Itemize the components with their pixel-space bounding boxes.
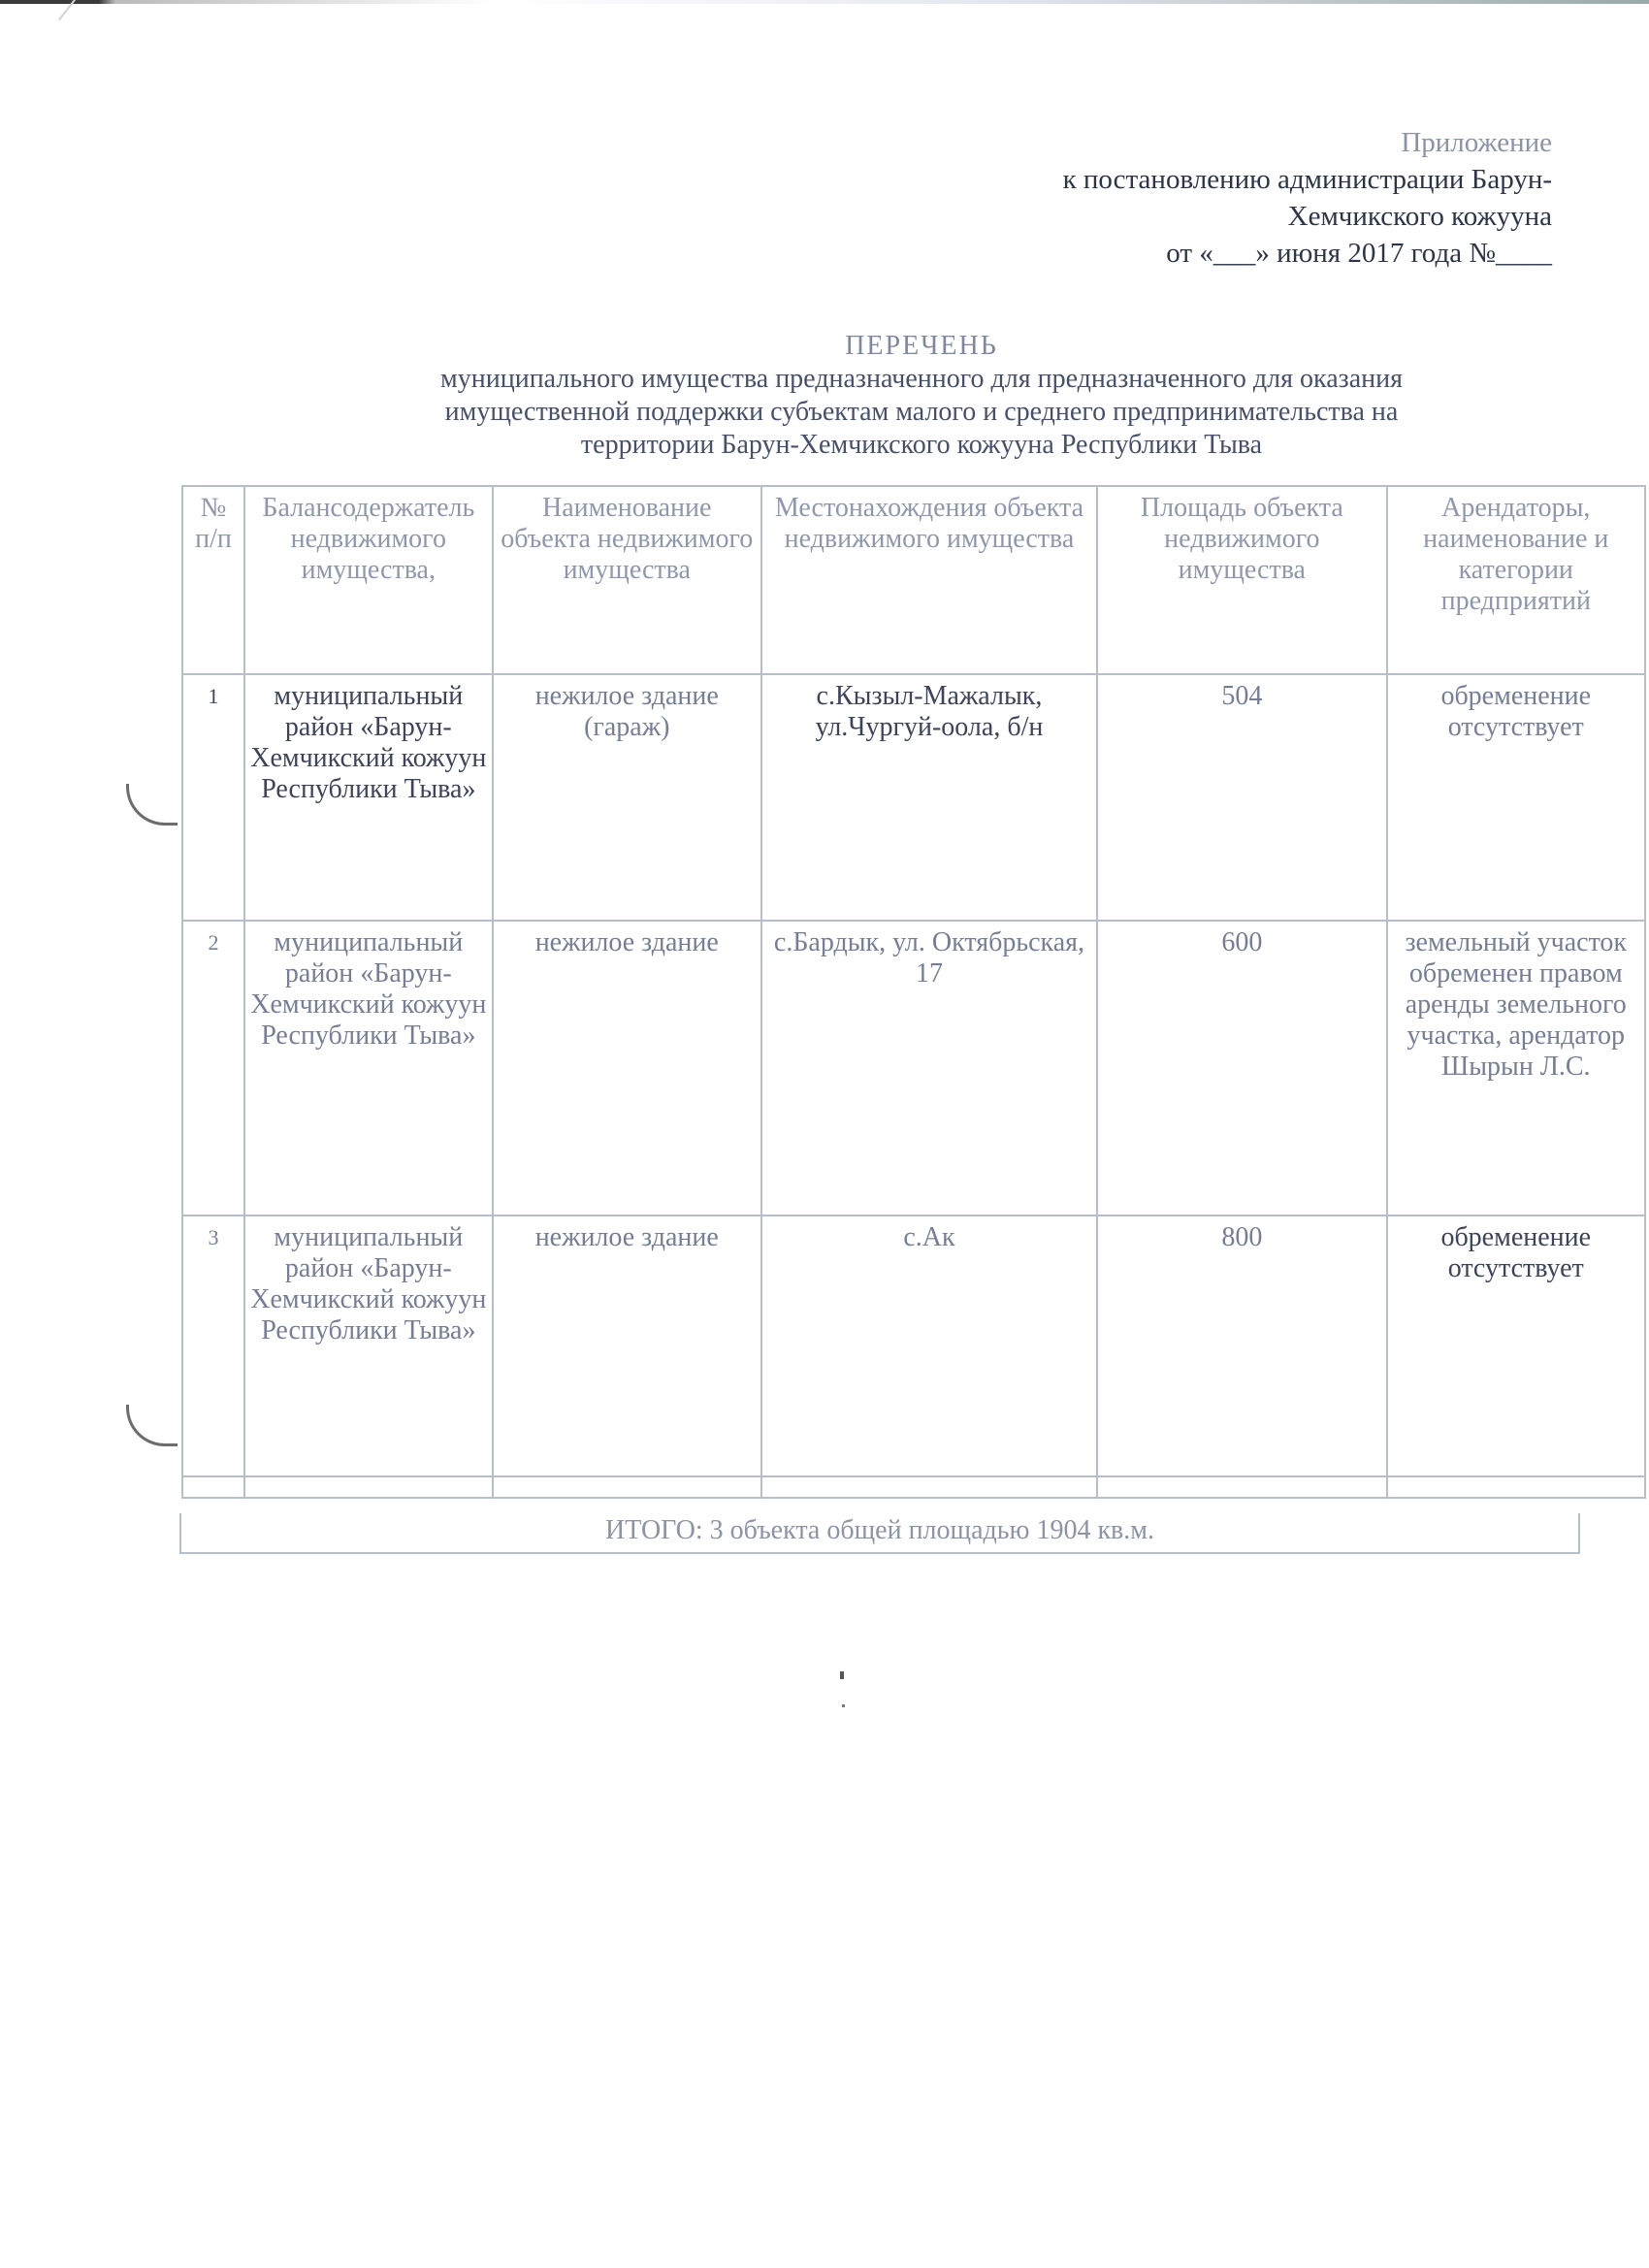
document-title: ПЕРЕЧЕНЬ [845,331,998,361]
heading-line: муниципального имущества предназначенного для предназначенного для оказания [440,364,1403,394]
table-row [182,674,1645,921]
row-tenant: обременение отсутствует [1387,674,1645,921]
document-heading [291,330,1552,462]
row-area: 504 [1097,674,1386,921]
header-cell-holder: Балансодержатель недвижимого имущества, [244,486,493,674]
scan-speck [842,1704,845,1707]
row-tenant: земельный участок обременен правом аренды земельного участка, арендатор Шырын Л.С. [1387,921,1645,1215]
appendix-line: Хемчикского кожууна [1287,201,1552,232]
row-area: 600 [1097,921,1386,1215]
spacer-cell [244,1476,493,1498]
header-cell-name: Наименование объекта недвижимого имущества [493,486,761,674]
row-location: с.Бардык, ул. Октябрьская, 17 [761,921,1097,1215]
row-tenant: обременение отсутствует [1387,1215,1645,1476]
table-spacer-row [182,1476,1645,1498]
row-holder: муниципальный район «Барун-Хемчикский кожуун Республики Тыва» [244,674,493,921]
scan-top-edge [0,0,1649,4]
table-row [182,921,1645,1215]
row-number: 3 [182,1215,244,1476]
property-table [181,485,1646,1499]
row-holder: муниципальный район «Барун-Хемчикский кожуун Республики Тыва» [244,921,493,1215]
header-cell-location: Местонахождения объекта недвижимого имущества [761,486,1097,674]
row-location: с.Кызыл-Мажалык, ул.Чургуй-оола, б/н [761,674,1097,921]
header-cell-number: № п/п [182,486,244,674]
header-cell-area: Площадь объекта недвижимого имущества [1097,486,1386,674]
punch-hole-mark [126,1405,178,1446]
row-number: 2 [182,921,244,1215]
spacer-cell [1387,1476,1645,1498]
row-name: нежилое здание (гараж) [493,674,761,921]
row-holder: муниципальный район «Барун-Хемчикский кожуун Республики Тыва» [244,1215,493,1476]
appendix-line: Приложение [1401,127,1552,158]
table-total-row: ИТОГО: 3 объекта общей площадью 1904 кв.м. [179,1513,1580,1554]
row-name: нежилое здание [493,921,761,1215]
heading-line: имущественной поддержки субъектам малого и среднего предпринимательства на [444,397,1399,427]
row-area: 800 [1097,1215,1386,1476]
spacer-cell [182,1476,244,1498]
punch-hole-mark [126,784,178,826]
spacer-cell [1097,1476,1386,1498]
heading-line: территории Барун-Хемчикского кожууна Республики Тыва [580,430,1263,460]
scan-speck [840,1671,844,1679]
table-row [182,1215,1645,1476]
spacer-cell [493,1476,761,1498]
header-cell-tenant: Арендаторы, наименование и категории предприятий [1387,486,1645,674]
appendix-line: от «___» июня 2017 года №____ [1166,238,1552,269]
table-header-row [182,486,1645,674]
row-number: 1 [182,674,244,921]
appendix-line: к постановлению администрации Барун- [1062,164,1552,195]
row-location: с.Ак [761,1215,1097,1476]
appendix-block [1063,124,1552,272]
spacer-cell [761,1476,1097,1498]
row-name: нежилое здание [493,1215,761,1476]
